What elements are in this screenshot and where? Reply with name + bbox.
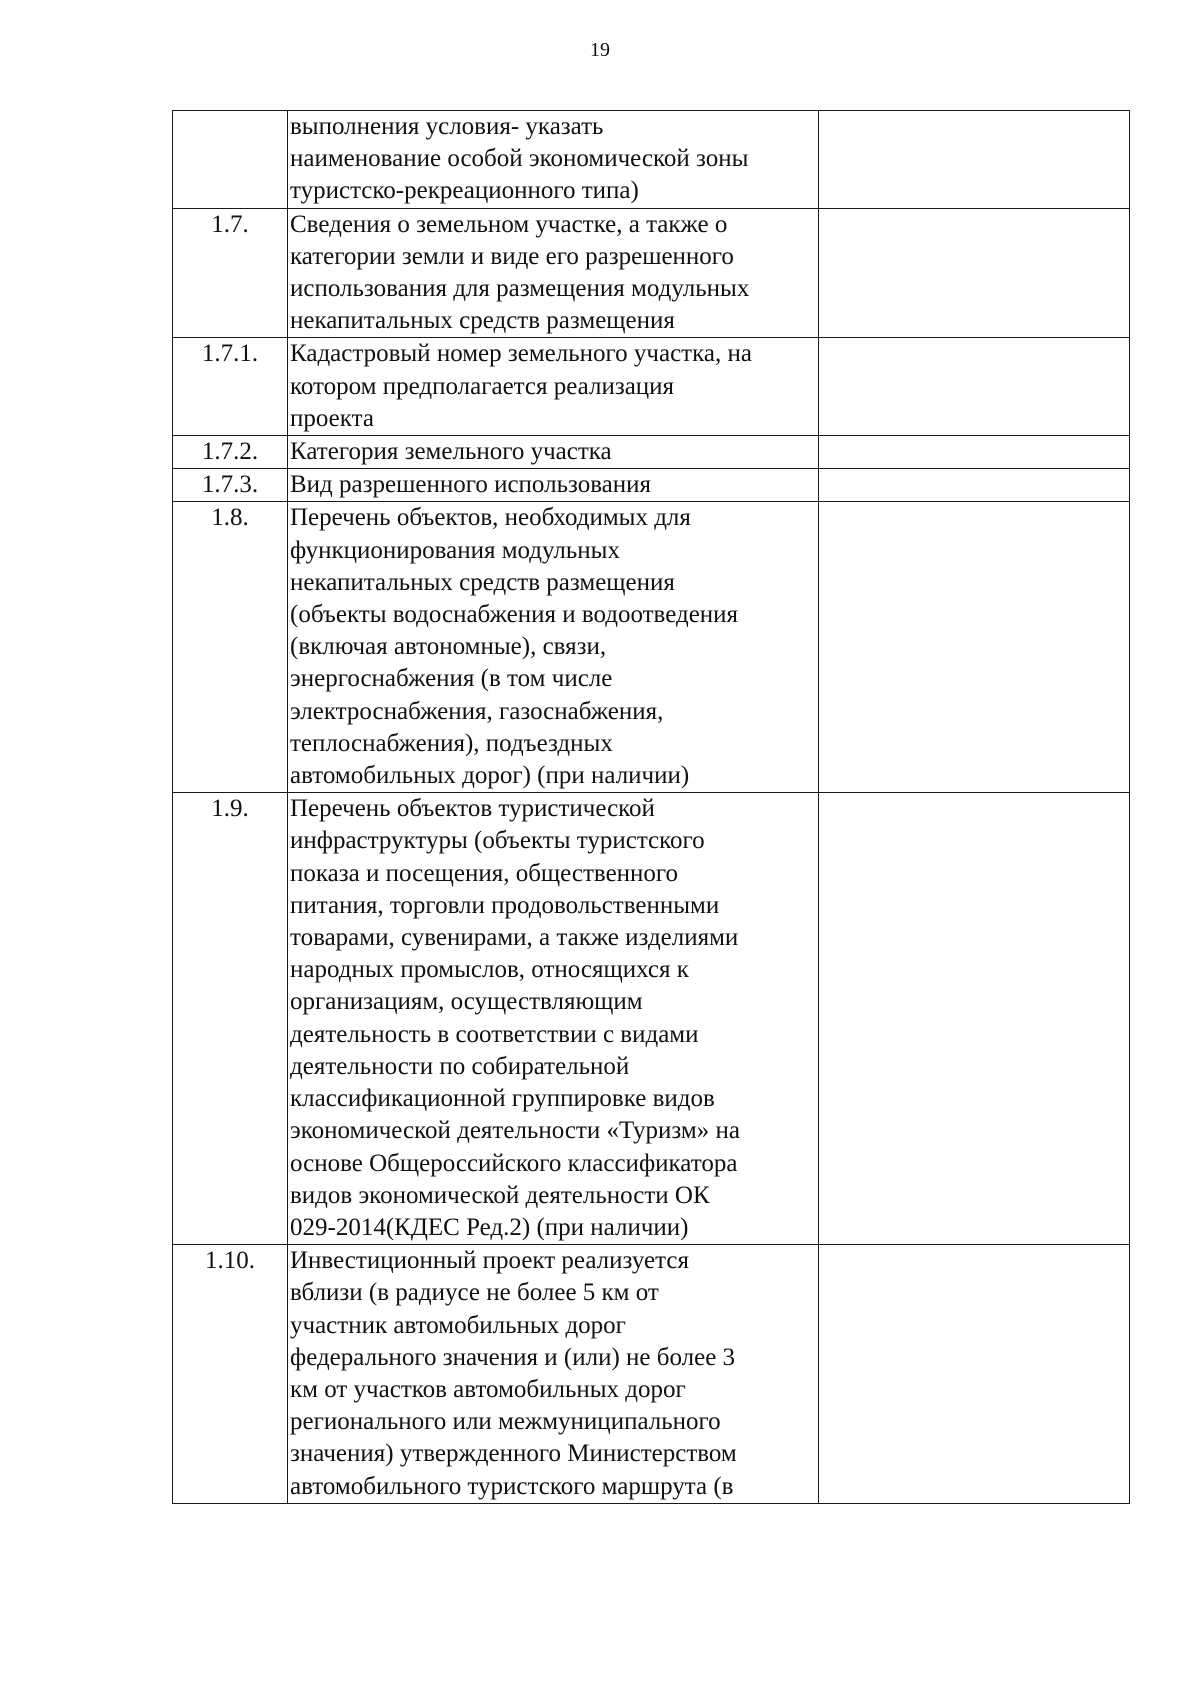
description-line: Инвестиционный проект реализуется xyxy=(290,1247,689,1275)
description-line: товарами, сувенирами, а также изделиями xyxy=(290,924,739,952)
description-line: (включая автономные), связи, xyxy=(290,633,607,661)
description-line: Вид разрешенного использования xyxy=(290,471,652,499)
description-line: (объекты водоснабжения и водоотведения xyxy=(290,601,739,629)
row-description xyxy=(288,469,819,502)
table-row xyxy=(173,469,1130,502)
description-line: функционирования модульных xyxy=(290,536,620,564)
description-line: выполнения условия- указать xyxy=(290,113,604,140)
description-line: классификационной группировке видов xyxy=(290,1085,715,1113)
description-line: регионального или межмуниципального xyxy=(290,1408,721,1436)
description-line: Сведения о земельном участке, а также о xyxy=(290,210,728,238)
description-line: значения) утвержденного Министерством xyxy=(290,1440,737,1468)
description-line: использования для размещения модульных xyxy=(290,275,750,303)
row-number: 1.10. xyxy=(173,1245,288,1504)
row-value-cell xyxy=(819,793,1130,1245)
description-line: категории земли и виде его разрешенного xyxy=(290,242,734,270)
description-line: теплоснабжения), подъездных xyxy=(290,729,613,757)
description-line: экономической деятельности «Туризм» на xyxy=(290,1117,740,1145)
row-value-cell xyxy=(819,338,1130,436)
row-value-cell xyxy=(819,111,1130,209)
description-line: участник автомобильных дорог xyxy=(290,1311,626,1339)
page-number: 19 xyxy=(590,39,610,61)
description-line: питания, торговли продовольственными xyxy=(290,891,720,919)
description-line: Перечень объектов туристической xyxy=(290,795,655,823)
description-line: Категория земельного участка xyxy=(290,438,612,466)
description-line: энергоснабжения (в том числе xyxy=(290,665,613,693)
row-description xyxy=(288,338,819,436)
description-line: туристско-рекреационного типа) xyxy=(290,177,639,205)
table-row xyxy=(173,1245,1130,1504)
description-line: народных промыслов, относящихся к xyxy=(290,956,689,984)
form-table xyxy=(172,110,1130,1504)
row-value-cell xyxy=(819,1245,1130,1504)
table-row xyxy=(173,111,1130,209)
description-line: некапитальных средств размещения xyxy=(290,568,675,596)
description-line: 029-2014(КДЕС Ред.2) (при наличии) xyxy=(290,1213,689,1241)
description-line: инфраструктуры (объекты туристского xyxy=(290,827,705,855)
description-line: некапитальных средств размещения xyxy=(290,307,675,335)
row-number: 1.7.2. xyxy=(173,436,288,469)
row-value-cell xyxy=(819,436,1130,469)
row-description xyxy=(288,1245,819,1504)
table-row xyxy=(173,793,1130,1245)
row-description xyxy=(288,793,819,1245)
description-line: автомобильного туристского маршрута (в xyxy=(290,1472,734,1500)
description-line: вблизи (в радиусе не более 5 км от xyxy=(290,1279,659,1307)
description-line: деятельность в соответствии с видами xyxy=(290,1020,699,1048)
row-number: 1.7. xyxy=(173,208,288,338)
description-line: Перечень объектов, необходимых для xyxy=(290,504,691,532)
description-line: автомобильных дорог) (при наличии) xyxy=(290,762,690,790)
description-line: видов экономической деятельности ОК xyxy=(290,1181,710,1209)
description-line: км от участков автомобильных дорог xyxy=(290,1375,686,1403)
row-value-cell xyxy=(819,502,1130,793)
description-line: основе Общероссийского классификатора xyxy=(290,1149,738,1177)
description-line: федерального значения и (или) не более 3 xyxy=(290,1343,736,1371)
form-table-body xyxy=(173,111,1130,1504)
description-line: проекта xyxy=(290,404,374,432)
table-row xyxy=(173,502,1130,793)
row-number: 1.8. xyxy=(173,502,288,793)
row-number xyxy=(173,111,288,209)
row-number: 1.7.1. xyxy=(173,338,288,436)
description-line: электроснабжения, газоснабжения, xyxy=(290,697,664,725)
row-number: 1.9. xyxy=(173,793,288,1245)
description-line: наименование особой экономической зоны xyxy=(290,145,749,173)
row-number: 1.7.3. xyxy=(173,469,288,502)
table-row xyxy=(173,208,1130,338)
row-value-cell xyxy=(819,469,1130,502)
row-description xyxy=(288,502,819,793)
row-description xyxy=(288,436,819,469)
description-line: показа и посещения, общественного xyxy=(290,859,679,887)
description-line: организациям, осуществляющим xyxy=(290,988,643,1016)
row-value-cell xyxy=(819,208,1130,338)
description-line: Кадастровый номер земельного участка, на xyxy=(290,340,752,368)
description-line: деятельности по собирательной xyxy=(290,1052,630,1080)
row-description xyxy=(288,208,819,338)
description-line: котором предполагается реализация xyxy=(290,372,675,400)
row-description xyxy=(288,111,819,209)
table-row xyxy=(173,338,1130,436)
table-row xyxy=(173,436,1130,469)
